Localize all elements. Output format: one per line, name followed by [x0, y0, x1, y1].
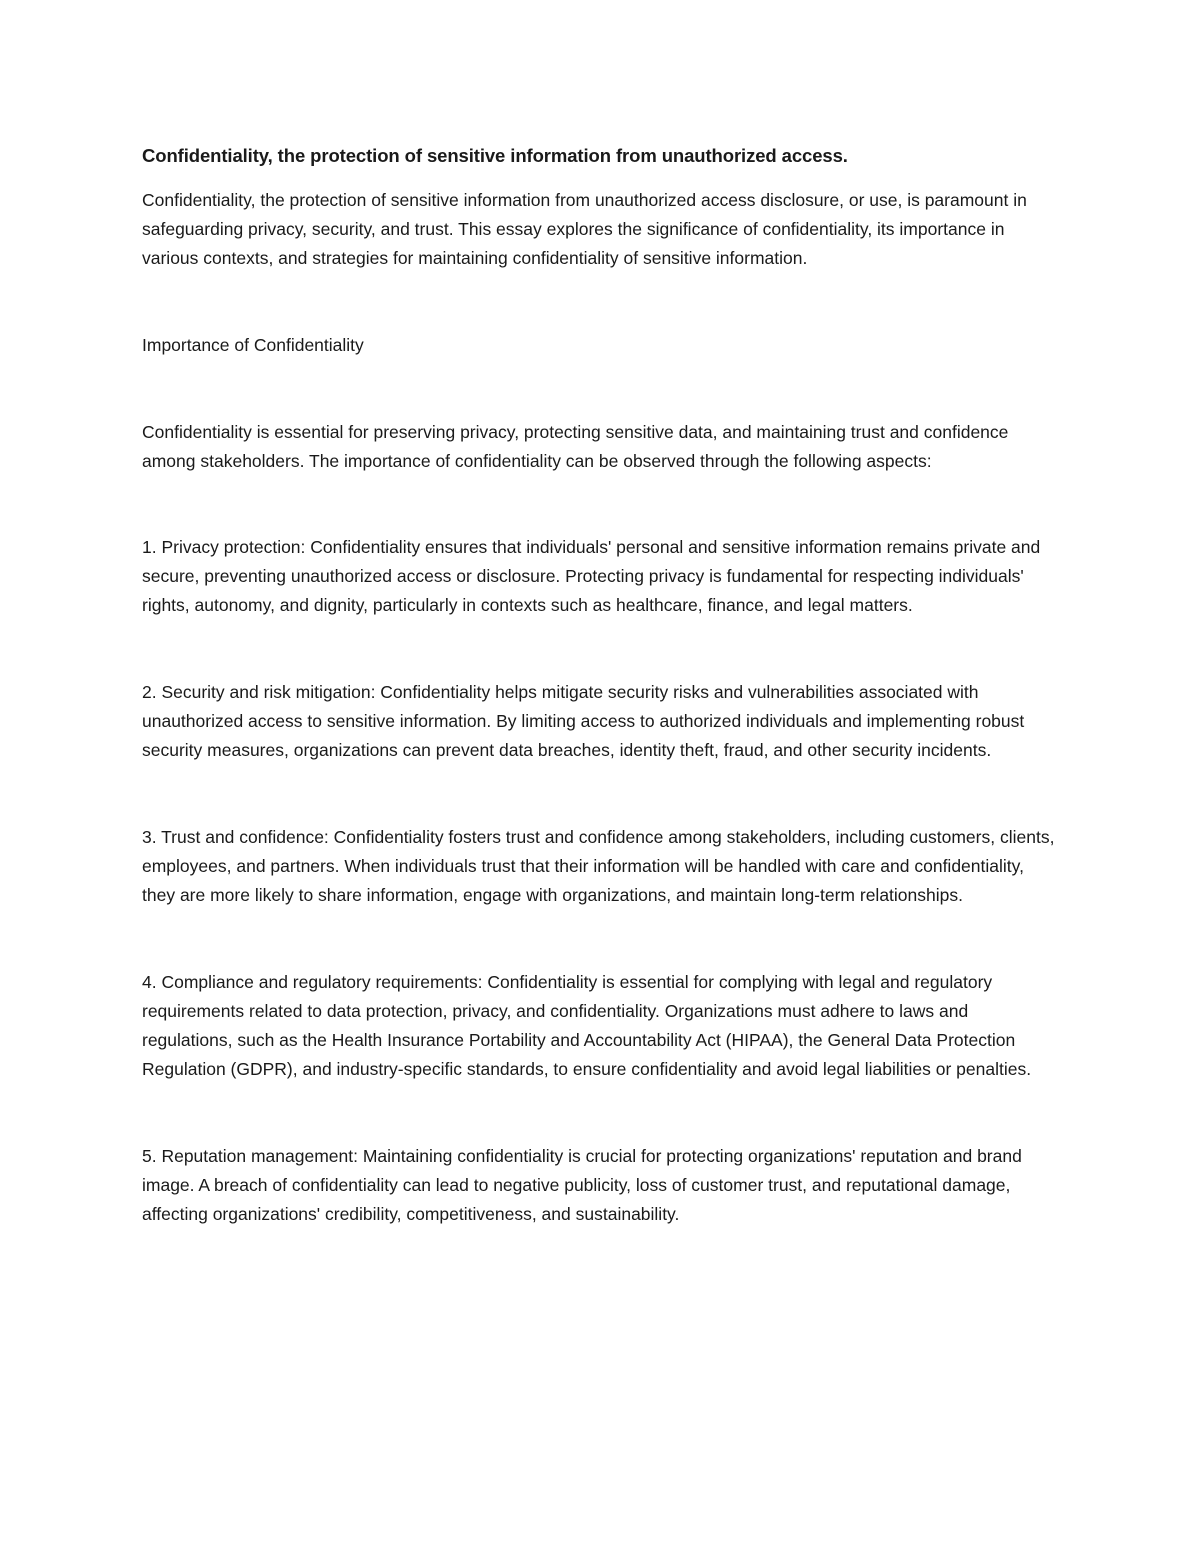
list-item-compliance-regulatory: 4. Compliance and regulatory requirements: Confidentiality is essential for complying with legal and regulatory requirements related to data protection, privacy, and confidentiality. Organizations must adhere to laws and regulations, such as the Health Insurance Portability and Accountability Act (HIPAA), the General Data Protection Regulation (GDPR), and industry-specific standards, to ensure confidentiality and avoid legal liabilities or penalties. [142, 972, 1032, 1079]
intro-paragraph: Confidentiality, the protection of sensitive information from unauthorized access disclosure, or use, is paramount in safeguarding privacy, security, and trust. This essay explores the significance of confidentiality, its importance in various contexts, and strategies for maintaining confidentiality of sensitive information. [142, 190, 1027, 268]
list-item-trust-confidence: 3. Trust and confidence: Confidentiality fosters trust and confidence among stakeholders, including customers, clients, employees, and partners. When individuals trust that their information will be handled with care and confidentiality, they are more likely to share information, engage with organizations, and maintain long-term relationships. [142, 827, 1055, 905]
section-intro-paragraph: Confidentiality is essential for preserving privacy, protecting sensitive data, and maintaining trust and confidence among stakeholders. The importance of confidentiality can be observed through the following aspects: [142, 422, 1009, 471]
list-item-security-risk-mitigation: 2. Security and risk mitigation: Confidentiality helps mitigate security risks and vulnerabilities associated with unauthorized access to sensitive information. By limiting access to authorized individuals and implementing robust security measures, organizations can prevent data breaches, identity theft, fraud, and other security incidents. [142, 682, 1025, 760]
list-item-privacy-protection: 1. Privacy protection: Confidentiality ensures that individuals' personal and sensitive information remains private and secure, preventing unauthorized access or disclosure. Protecting privacy is fundamental for respecting individuals' rights, autonomy, and dignity, particularly in contexts such as healthcare, finance, and legal matters. [142, 537, 1041, 615]
section-heading: Importance of Confidentiality [142, 335, 364, 355]
document-title: Confidentiality, the protection of sensitive information from unauthorized access. [142, 145, 848, 166]
list-item-reputation-management: 5. Reputation management: Maintaining confidentiality is crucial for protecting organizations' reputation and brand image. A breach of confidentiality can lead to negative publicity, loss of customer trust, and reputational damage, affecting organizations' credibility, competitiveness, and sustainability. [142, 1146, 1022, 1224]
